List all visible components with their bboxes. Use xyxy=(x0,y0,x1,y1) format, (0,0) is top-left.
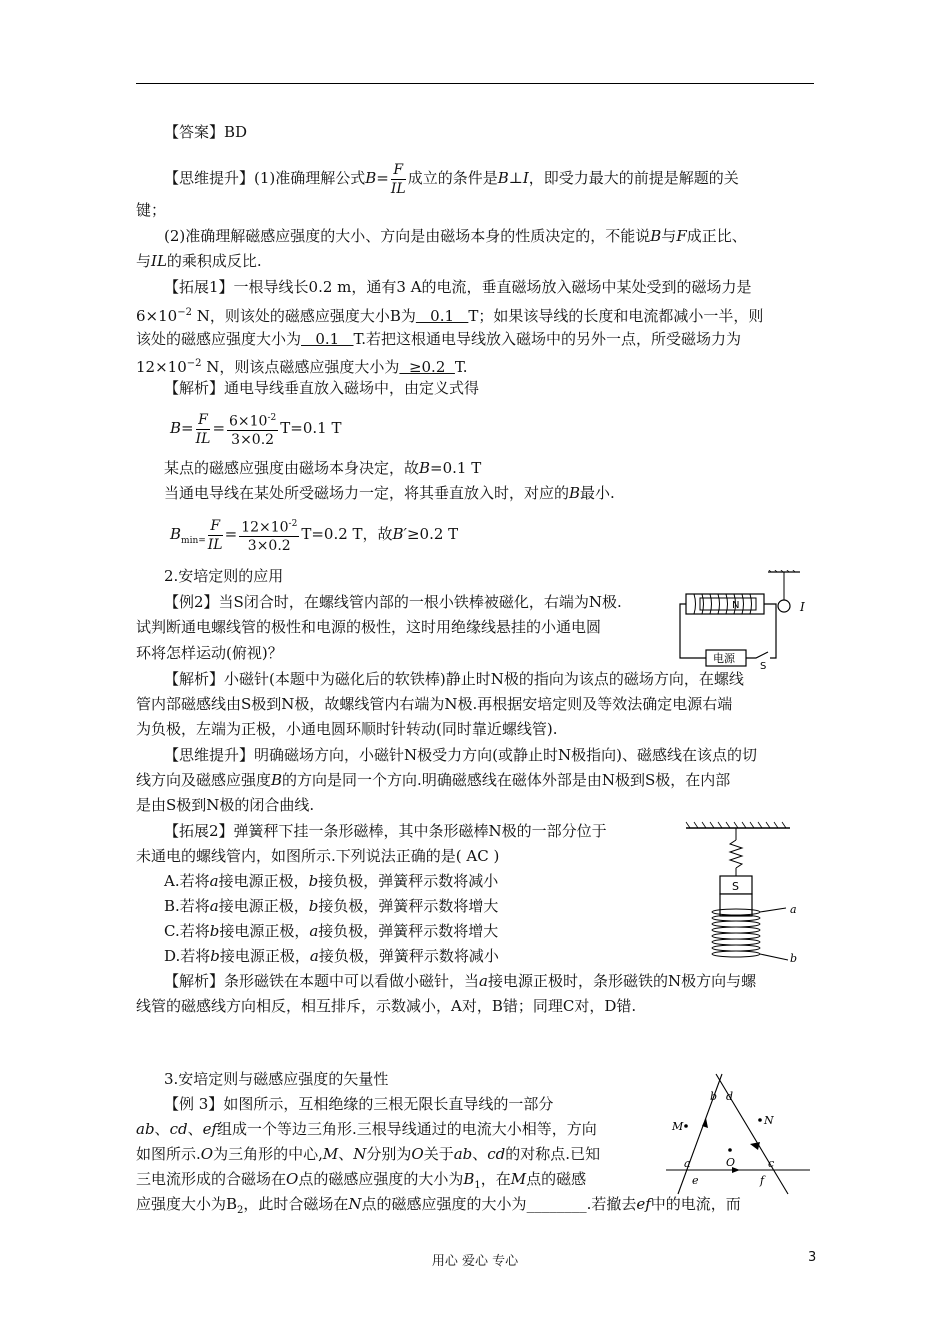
think1-line3: (2)准确理解磁感应强度的大小、方向是由磁场本身的性质决定的，不能说B与F成正比、 xyxy=(164,227,747,245)
ext2-option-d: D.若将b接电源正极，a接负极，弹簧秤示数将减小 xyxy=(164,947,499,965)
ext1-line2: $6\times 10^{-2}$ N，则该处的磁感应强度大小B为 0.1 T；如果该导线的长度和电流都减小一半，则 xyxy=(136,307,764,325)
point-f-label: f xyxy=(760,1174,765,1187)
sol3-line2: 线管的磁感线方向相反，相互排斥，示数减小，A对，B错；同理C对，D错. xyxy=(136,997,637,1015)
ex3-line3: 如图所示.O为三角形的中心,M、N分别为O关于ab、cd的对称点.已知 xyxy=(136,1145,601,1163)
sol2-line1: 【解析】小磁针(本题中为磁化后的软铁棒)静止时N极的指向为该点的磁场方向，在螺线 xyxy=(164,670,744,688)
think2-line3: 是由S极到N极的闭合曲线. xyxy=(136,796,315,814)
spring-magnet-figure xyxy=(680,818,810,968)
ring-current-label: I xyxy=(800,600,805,614)
ext2-option-c: C.若将b接电源正极，a接负极，弹簧秤示数将增大 xyxy=(164,922,499,940)
point-b-label: b xyxy=(710,1090,718,1103)
ex2-line1: 【例2】当S闭合时，在螺线管内部的一根小铁棒被磁化，右端为N极. xyxy=(164,593,622,611)
section3-title: 3.安培定则与磁感应强度的矢量性 xyxy=(164,1070,389,1088)
ext1-line4: $12\times 10^{-2}$ N，则该点磁感应强度大小为 ≥0.2 T. xyxy=(136,358,468,376)
think2-line2: 线方向及磁感应强度B的方向是同一个方向.明确磁感线在磁体外部是由N极到S极，在内部 xyxy=(136,771,731,789)
sol1-line2: 某点的磁感应强度由磁场本身决定，故B=0.1 T xyxy=(164,459,482,477)
solenoid-figure xyxy=(676,570,816,670)
sol3-line1: 【解析】条形磁铁在本题中可以看做小磁针，当a接电源正极时，条形磁铁的N极方向与螺 xyxy=(164,972,757,990)
think2-line1: 【思维提升】明确磁场方向，小磁针N极受力方向(或静止时N极指向)、磁感线在该点的切 xyxy=(164,746,757,764)
point-d-label: d xyxy=(726,1090,734,1103)
ex3-line4: 三电流形成的合磁场在O点的磁感应强度的大小为$B_1$，在M点的磁感 xyxy=(136,1170,587,1191)
point-n-label: N xyxy=(764,1114,774,1127)
think1-line1: 【思维提升】(1)准确理解公式B= $\frac{F}{IL}$ 成立的条件是B⊥I，即受力最大的前提是解题的关 xyxy=(164,161,739,197)
header-rule xyxy=(136,83,814,84)
ex3-line1: 【例 3】如图所示，互相绝缘的三根无限长直导线的一部分 xyxy=(164,1095,554,1113)
sol1-line1: 【解析】通电导线垂直放入磁场中，由定义式得 xyxy=(164,379,480,397)
ex3-line5: 应强度大小为$B_2$，此时合磁场在N点的磁感应强度的大小为________.若撤去ef中的电流，而 xyxy=(136,1195,741,1216)
page-number: 3 xyxy=(808,1250,817,1265)
answer-line: 【答案】BD xyxy=(164,123,248,141)
ext2-option-a: A.若将a接电源正极，b接负极，弹簧秤示数将减小 xyxy=(164,872,499,890)
footer-text: 用心 爱心 专心 xyxy=(431,1254,519,1269)
sol2-line2: 管内部磁感线由S极到N极，故螺线管内右端为N极.再根据安培定则及等效法确定电源右端 xyxy=(136,695,733,713)
think1-line2: 键； xyxy=(136,201,167,219)
triangle-wire-figure xyxy=(664,1072,814,1202)
point-o-label: O xyxy=(726,1156,736,1169)
terminal-a-label: a xyxy=(790,903,797,916)
ext2-option-b: B.若将a接电源正极，b接负极，弹簧秤示数将增大 xyxy=(164,897,499,915)
terminal-b-label: b xyxy=(790,952,798,965)
sol2-line3: 为负极，左端为正极，小通电圆环顺时针转动(同时靠近螺线管). xyxy=(136,720,558,738)
sol1-formula2: $B_{min=}$ $\frac{F}{IL}$ = $\frac{12\times 10^{-2}}{3\times 0.2}$ T=0.2 T，故B′≥0.2 T xyxy=(170,512,458,563)
ext1-line3: 该处的磁感应强度大小为 0.1 T.若把这根通电导线放入磁场中的另外一点，所受磁场力为 xyxy=(136,330,742,348)
think1-line4: 与IL的乘积成反比. xyxy=(136,252,262,270)
switch-label: S xyxy=(760,661,767,670)
power-source-label: 电源 xyxy=(713,652,735,665)
ext2-line2: 未通电的螺线管内，如图所示.下列说法正确的是( AC ) xyxy=(136,847,500,865)
ext1-line1: 【拓展1】一根导线长0.2 m，通有3 A的电流，垂直磁场放入磁场中某处受到的磁场力是 xyxy=(164,278,752,296)
ex2-line2: 试判断通电螺线管的极性和电源的极性，这时用绝缘线悬挂的小通电圆 xyxy=(136,618,602,636)
point-e-label: e xyxy=(692,1174,699,1187)
point-a-label: a xyxy=(684,1157,691,1170)
ex2-line3: 环将怎样运动(俯视)？ xyxy=(136,644,283,662)
point-c-label: c xyxy=(768,1157,775,1170)
ext2-line1: 【拓展2】弹簧秤下挂一条形磁棒，其中条形磁棒N极的一部分位于 xyxy=(164,822,607,840)
section2-title: 2.安培定则的应用 xyxy=(164,567,284,585)
sol1-line3: 当通电导线在某处所受磁场力一定，将其垂直放入时，对应的B最小. xyxy=(164,484,615,502)
magnet-s-label: S xyxy=(732,880,739,893)
sol1-formula1: B= $\frac{F}{IL}$ = $\frac{6\times 10^{-2}}{3\times 0.2}$ T=0.1 T xyxy=(170,406,341,450)
ex3-line2: ab、cd、ef组成一个等边三角形.三根导线通过的电流大小相等，方向 xyxy=(136,1120,597,1138)
bar-n-label: N xyxy=(732,600,740,611)
point-m-label: M xyxy=(672,1120,684,1133)
